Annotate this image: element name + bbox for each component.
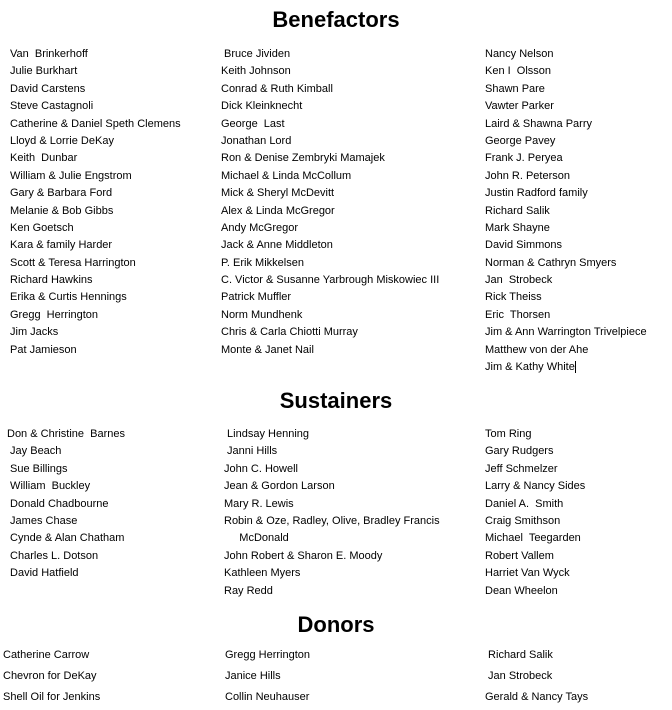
name-entry: Keith Dunbar	[10, 152, 78, 165]
benefactors-heading: Benefactors	[272, 7, 400, 32]
name-entry: Keith Johnson	[221, 65, 291, 78]
name-entry: Bruce Jividen	[221, 48, 291, 60]
name-entry: Lindsay Henning	[224, 428, 310, 440]
name-entry: P. Erik Mikkelsen	[221, 256, 304, 269]
name-entry: Janice Hills	[225, 670, 281, 682]
name-entry: Rick Theiss	[485, 291, 542, 304]
name-entry: Gerald & Nancy Tays	[485, 691, 589, 703]
name-entry: Gary Rudgers	[485, 445, 554, 458]
name-entry: Jim & Ann Warrington Trivelpiece	[485, 326, 647, 339]
name-entry: Michael Teegarden	[485, 532, 581, 545]
name-entry: Erika & Curtis Hennings	[10, 291, 127, 304]
name-entry: David Simmons	[485, 239, 563, 252]
name-entry: McDonald	[224, 532, 289, 545]
name-entry: Jeff Schmelzer	[485, 462, 558, 475]
name-entry: Catherine Carrow	[3, 649, 90, 661]
text-cursor: Jim & Kathy White	[485, 361, 575, 374]
name-entry: Robin & Oze, Radley, Olive, Bradley Francis	[224, 514, 440, 527]
name-entry: Ray Redd	[224, 584, 273, 597]
name-entry: Chris & Carla Chiotti Murray	[221, 326, 358, 339]
sustainers-col-2	[224, 426, 440, 600]
name-entry: David Hatfield	[7, 567, 79, 580]
name-entry: Catherine & Daniel Speth Clemens	[10, 117, 181, 130]
sustainers-col-3	[485, 426, 585, 600]
name-entry: Justin Radford family	[485, 187, 588, 200]
name-entry: Dean Wheelon	[485, 584, 558, 597]
name-entry: Craig Smithson	[485, 514, 561, 527]
name-entry: Jan Strobeck	[485, 274, 553, 287]
name-entry: Jean & Gordon Larson	[224, 480, 335, 493]
name-entry: Michael & Linda McCollum	[221, 169, 352, 182]
name-entry: Robert Vallem	[485, 549, 554, 562]
donors-heading: Donors	[297, 612, 375, 637]
name-entry: Mark Shayne	[485, 221, 550, 234]
name-entry: Charles L. Dotson	[7, 549, 99, 562]
name-entry: Mick & Sheryl McDevitt	[221, 187, 335, 200]
name-entry: Lloyd & Lorrie DeKay	[10, 134, 114, 147]
sustainers-heading: Sustainers	[279, 388, 393, 413]
name-entry	[485, 359, 647, 376]
name-entry: Frank J. Peryea	[485, 152, 563, 165]
name-entry: Jim Jacks	[10, 326, 59, 339]
name-entry: Sue Billings	[7, 462, 68, 475]
name-entry: Laird & Shawna Parry	[485, 117, 592, 130]
benefactors-col-1	[10, 46, 181, 359]
name-entry: William & Julie Engstrom	[10, 169, 132, 182]
name-entry: Larry & Nancy Sides	[485, 480, 586, 493]
name-entry: Monte & Janet Nail	[221, 343, 314, 356]
name-entry: John Robert & Sharon E. Moody	[224, 549, 383, 562]
name-entry: Jan Strobeck	[485, 670, 553, 682]
name-entry: Eric Thorsen	[485, 308, 551, 321]
donors-col-3	[485, 645, 588, 708]
name-entry: Shell Oil for Jenkins	[3, 691, 101, 703]
name-entry: Jack & Anne Middleton	[221, 239, 333, 252]
name-entry: Gregg Herrington	[10, 308, 99, 321]
name-entry: Ken I Olsson	[485, 65, 552, 78]
name-entry: Ron & Denise Zembryki Mamajek	[221, 152, 385, 165]
name-entry: Dick Kleinknecht	[221, 100, 303, 113]
name-entry: Matthew von der Ahe	[485, 343, 589, 356]
name-entry: Cynde & Alan Chatham	[7, 532, 125, 545]
name-entry: Melanie & Bob Gibbs	[10, 204, 114, 217]
name-entry: George Pavey	[485, 134, 556, 147]
name-entry: Daniel A. Smith	[485, 497, 564, 510]
name-entry: Kara & family Harder	[10, 239, 113, 252]
name-entry: John C. Howell	[224, 462, 298, 475]
name-entry: James Chase	[7, 514, 78, 527]
name-entry: Vawter Parker	[485, 100, 554, 113]
name-entry: Richard Hawkins	[10, 274, 93, 287]
name-entry: Janni Hills	[224, 445, 278, 458]
name-entry: Julie Burkhart	[10, 65, 78, 78]
name-entry: Chevron for DeKay	[3, 670, 97, 682]
name-entry: Ken Goetsch	[10, 221, 74, 234]
name-entry: Collin Neuhauser	[225, 691, 310, 703]
name-entry: Pat Jamieson	[10, 343, 77, 356]
name-entry: Scott & Teresa Harrington	[10, 256, 136, 269]
name-entry: C. Victor & Susanne Yarbrough Miskowiec III	[221, 274, 440, 287]
name-entry: William Buckley	[7, 480, 91, 493]
name-entry: Van Brinkerhoff	[10, 48, 88, 60]
name-entry: Gary & Barbara Ford	[10, 187, 113, 200]
name-entry: Alex & Linda McGregor	[221, 204, 335, 217]
name-entry: Conrad & Ruth Kimball	[221, 82, 333, 95]
name-entry: Jonathan Lord	[221, 134, 292, 147]
benefactors-col-2	[221, 46, 439, 359]
donors-col-2	[225, 645, 310, 708]
name-entry: Don & Christine Barnes	[7, 428, 125, 440]
name-entry: Shawn Pare	[485, 82, 545, 95]
name-entry: Harriet Van Wyck	[485, 567, 570, 580]
name-entry: Gregg Herrington	[225, 649, 310, 661]
name-entry: Tom Ring	[485, 428, 532, 440]
name-entry: Kathleen Myers	[224, 567, 301, 580]
name-entry: Mary R. Lewis	[224, 497, 294, 510]
name-entry: Norman & Cathryn Smyers	[485, 256, 617, 269]
name-entry: Donald Chadbourne	[7, 497, 109, 510]
name-entry: Steve Castagnoli	[10, 100, 94, 113]
sustainers-col-1	[7, 426, 125, 583]
donors-col-1	[3, 645, 100, 708]
benefactors-col-3	[485, 46, 647, 376]
name-entry: Andy McGregor	[221, 221, 299, 234]
name-entry: John R. Peterson	[485, 169, 570, 182]
name-entry: Richard Salik	[485, 204, 550, 217]
name-entry: Norm Mundhenk	[221, 308, 303, 321]
name-entry: Nancy Nelson	[485, 48, 554, 60]
name-entry: Patrick Muffler	[221, 291, 292, 304]
name-entry: George Last	[221, 117, 285, 130]
name-entry: David Carstens	[10, 82, 86, 95]
name-entry: Richard Salik	[485, 649, 553, 661]
name-entry: Jay Beach	[7, 445, 62, 458]
